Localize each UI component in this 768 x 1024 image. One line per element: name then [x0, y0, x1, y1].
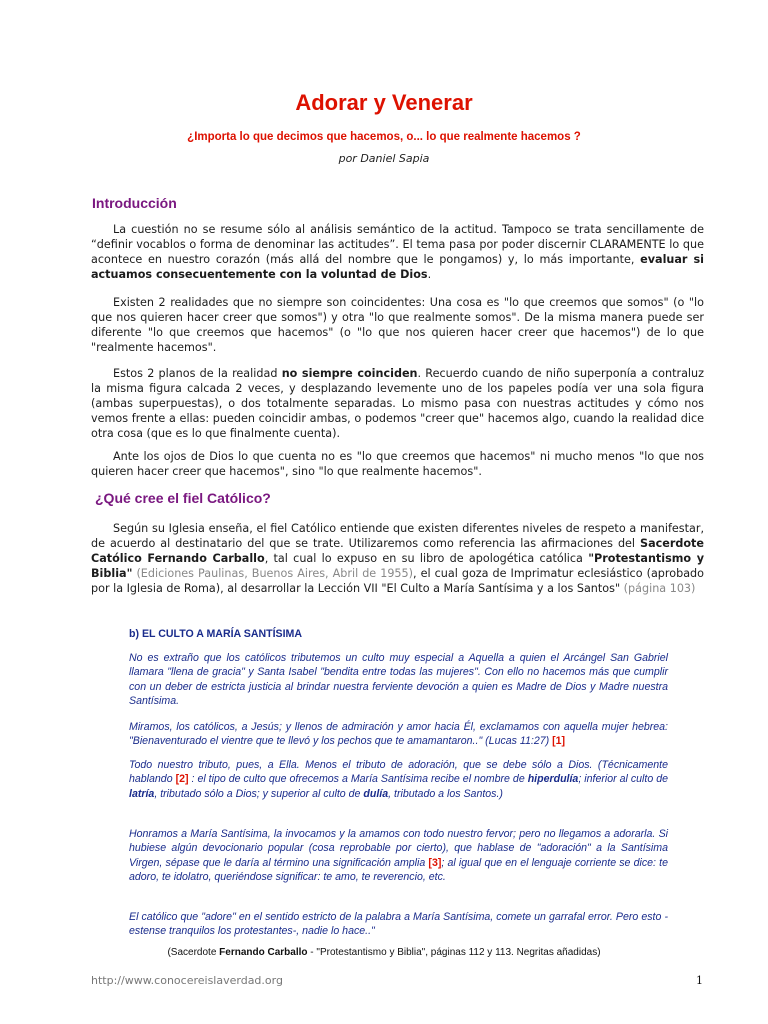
quote-paragraph: Todo nuestro tributo, pues, a Ella. Menos el tributo de adoración, que se debe sólo a Dios. (Técnicamente hablando [2] : el tipo de culto que ofrecemos a María Santísima recibe el nombre de hiperdulía; inferior al culto de latría, tributado sólo a Dios; y superior al culto de dulía, tributado a los Santos.)	[129, 759, 668, 800]
paragraph: Existen 2 realidades que no siempre son coincidentes: Una cosa es "lo que creemos que somos" (o "lo que nos quieren hacer creer que somos") y otra "lo que realmente somos". De la misma manera puede ser diferente "lo que creemos que hacemos" (o "lo que nos quieren hacer creer que hacemos") de lo que "realmente hacemos".	[91, 296, 704, 354]
paragraph: Según su Iglesia enseña, el fiel Católico entiende que existen diferentes niveles de respeto a manifestar, de acuerdo al destinatario del que se trate. Utilizaremos como referencia las afirmaciones del Sacerdote Católico Fernando Carballo, tal cual lo expuso en su libro de apologética católica "Protestantismo y Biblia" (Ediciones Paulinas, Buenos Aires, Abril de 1955), el cual goza de Imprimatur eclesiástico (aprobado por la Iglesia de Roma), al desarrollar la Lección VII "El Culto a María Santísima y a los Santos" (página 103)	[91, 522, 705, 595]
section-heading-introduccion: Introducción	[92, 195, 177, 211]
quote-paragraph: Honramos a María Santísima, la invocamos y la amamos con todo nuestro fervor; pero no llegamos a adorarla. Si hubiese algún devocionario popular (cosa reprobable por cierto), que hablase de "adoración" a la Santísima Virgen, sépase que le daría al término una significación amplia [3]; al igual que en el lenguaje corriente se dice: te adoro, te idolatro, queriéndose significar: te amo, te reverencio, etc.	[129, 828, 668, 884]
footer-url-link[interactable]: http://www.conocereislaverdad.org	[91, 974, 283, 987]
section-heading-fiel-catolico: ¿Qué cree el fiel Católico?	[95, 490, 271, 506]
footnote-link[interactable]: [3]	[428, 856, 442, 869]
quote-paragraph: Miramos, los católicos, a Jesús; y llenos de admiración y amor hacia Él, exclamamos con aquella mujer hebrea: "Bienaventurado el vientre que te llevó y los pechos que te amamantaron.." (Lucas 11:27) [1]	[129, 721, 668, 748]
quote-caption: (Sacerdote Fernando Carballo - "Protestantismo y Biblia", páginas 112 y 113. Negritas añadidas)	[167, 947, 601, 958]
author-line: por Daniel Sapia	[338, 152, 430, 165]
page-subtitle: ¿Importa lo que decimos que hacemos, o... lo que realmente hacemos ?	[187, 131, 581, 143]
paragraph: Estos 2 planos de la realidad no siempre coinciden. Recuerdo cuando de niño superponía a contraluz la misma figura calcada 2 veces, y desplazando levemente uno de los papeles podía ver una sola figura (ambas superpuestas), o dos totalmente separadas. Lo mismo pasa con nuestras actitudes y cómo nos vemos frente a ellas: pueden coincidir ambas, o podemos "creer que" hacemos algo, cuando la realidad dice otra cosa (que es lo que finalmente cuenta).	[91, 367, 704, 440]
paragraph: La cuestión no se resume sólo al análisis semántico de la actitud. Tampoco se trata sencillamente de “definir vocablos o forma de denominar las actitudes”. El tema pasa por poder discernir CLARAMENTE lo que acontece en nuestro corazón (más allá del nombre que le pongamos) y, lo más importante, evaluar si actuamos consecuentemente con la voluntad de Dios.	[91, 223, 704, 281]
page-title: Adorar y Venerar	[295, 90, 473, 115]
footnote-link[interactable]: [2]	[175, 773, 189, 786]
paragraph: Ante los ojos de Dios lo que cuenta no es "lo que creemos que hacemos" ni mucho menos "lo que nos quieren hacer creer que hacemos", sino "lo que realmente hacemos".	[91, 450, 704, 478]
quote-heading: b) EL CULTO A MARÍA SANTÍSIMA	[129, 628, 303, 640]
quote-paragraph: No es extraño que los católicos tributemos un culto muy especial a Aquella a quien el Arcángel San Gabriel llamara "llena de gracia" y Santa Isabel "bendita entre todas las mujeres". Con ello no hacemos más que cumplir con un deber de estricta justicia al brindar nuestra ferviente devoción a quien es Madre de Dios y Madre nuestra Santísima.	[129, 652, 668, 708]
quote-paragraph: El católico que "adore" en el sentido estricto de la palabra a María Santísima, comete un garrafal error. Pero esto -estense tranquilos los protestantes-, nadie lo hace.."	[129, 911, 668, 938]
page-number: 1	[696, 974, 703, 987]
footnote-link[interactable]: [1]	[552, 735, 566, 748]
